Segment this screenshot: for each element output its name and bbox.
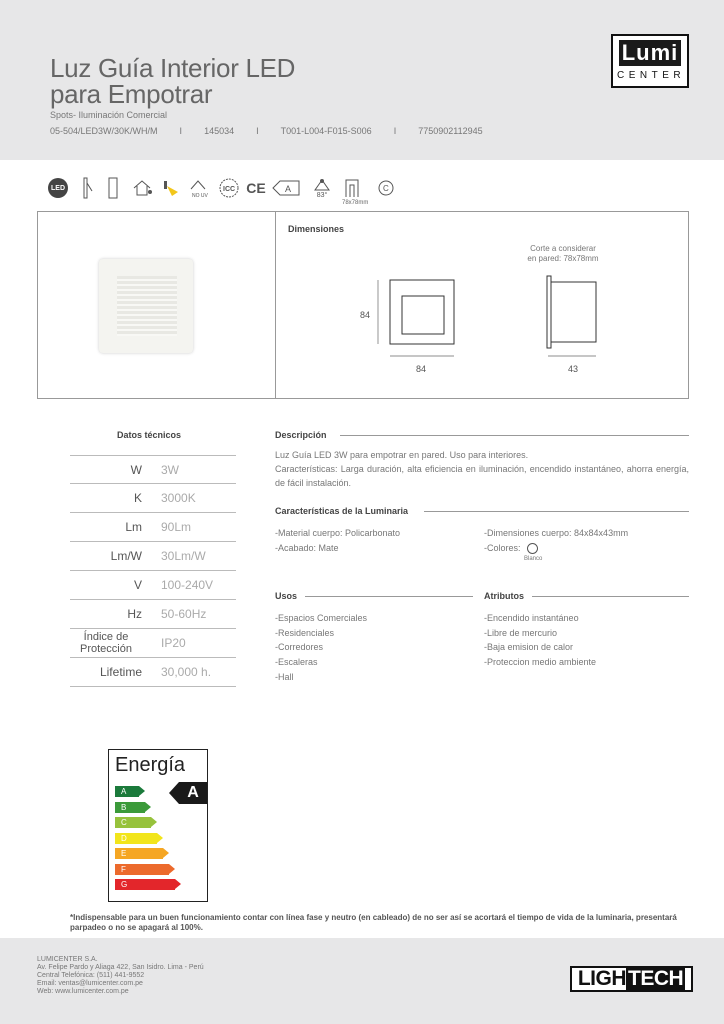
spec-label: V: [133, 578, 142, 592]
indoor-icon: [132, 176, 154, 200]
usos-item: -Espacios Comerciales: [275, 613, 368, 623]
luminaire-left: [275, 526, 400, 555]
code-separator: I: [393, 126, 397, 136]
usos-item: -Residenciales: [275, 627, 335, 638]
model-code: 05-504/LED3W/30K/WH/M: [50, 126, 158, 136]
usos-item: -Hall: [275, 671, 294, 682]
white-color-swatch: [527, 543, 538, 554]
cut-out-icon: [344, 176, 360, 200]
spec-row: [70, 600, 236, 629]
company-phone: Central Telefónica: (511) 441-9552: [37, 972, 145, 979]
svg-text:C: C: [383, 184, 389, 193]
cut-note-line-1: Corte a considerar: [530, 244, 596, 253]
atributos-rule: [532, 596, 689, 597]
footer-band: [0, 938, 724, 1024]
box-divider: [275, 212, 276, 398]
spec-value: IP20: [161, 636, 186, 650]
product-codes: [50, 126, 483, 136]
company-address: Av. Felipe Pardo y Aliaga 422, San Isidro. Lima - Perú: [37, 964, 204, 971]
material-item: -Material cuerpo: Policarbonato: [275, 528, 401, 538]
spec-label: Hz: [127, 607, 142, 621]
light-beam-icon: [162, 176, 182, 200]
lumicenter-logo: [611, 34, 689, 88]
company-info: [37, 956, 204, 996]
beam-angle-icon: [310, 176, 334, 200]
dimensions-title: Dimensiones: [288, 224, 345, 234]
logo-word-lumi: Lumi: [619, 40, 681, 66]
body-dims-item: -Dimensiones cuerpo: 84x84x43mm: [484, 528, 629, 538]
page-title: [50, 55, 295, 107]
atributos-item: -Libre de mercurio: [484, 627, 558, 638]
company-web: Web: www.lumicenter.com.pe: [37, 988, 129, 995]
title-line-1: Luz Guía Interior LED: [50, 53, 296, 83]
atributos-list: [484, 611, 596, 670]
svg-text:NO UV: NO UV: [192, 193, 208, 199]
energy-title: Energía: [115, 754, 186, 776]
spec-row: [70, 542, 236, 571]
spec-value: 100-240V: [161, 578, 214, 592]
cut-size-label: 78x78mm: [342, 200, 369, 206]
product-dimensions-box: [37, 211, 689, 399]
side-view-flange: [547, 276, 551, 348]
color-name: Blanco: [524, 556, 543, 562]
company-email: Email: ventas@lumicenter.com.pe: [37, 980, 143, 987]
spec-value: 50-60Hz: [161, 607, 207, 621]
ce-icon: CE: [246, 180, 266, 196]
atributos-title: Atributos: [484, 591, 524, 601]
spec-value: 3000K: [161, 491, 196, 505]
lightech-logo: [570, 966, 693, 992]
usos-list: [275, 611, 367, 685]
description-line-1: Luz Guía LED 3W para empotrar en pared. Uso para interiores.: [275, 450, 529, 460]
energy-class-bar: D: [115, 833, 157, 844]
feature-icons: [48, 172, 408, 206]
svg-text:A: A: [285, 184, 292, 194]
led-icon: LED: [48, 178, 68, 198]
energy-class-bar: F: [115, 864, 169, 875]
spec-label: Índice de Protección: [80, 631, 132, 655]
colors-label: -Colores:: [484, 542, 521, 553]
spec-row: [70, 571, 236, 600]
atributos-item: -Proteccion medio ambiente: [484, 657, 597, 668]
description-title: Descripción: [275, 430, 327, 440]
spec-row: [70, 455, 236, 484]
spec-value: 30,000 h.: [161, 665, 212, 679]
icc-icon: [218, 176, 240, 200]
front-view-window: [402, 296, 444, 334]
description-line-2: Características: Larga duración, alta eficiencia en iluminación, encendido instantáneo, ahorra energía, de fácil instalación.: [275, 464, 689, 488]
spec-label: K: [133, 491, 142, 505]
spec-label: W: [130, 462, 142, 477]
usos-item: -Corredores: [275, 642, 324, 653]
width-label: 84: [416, 364, 427, 374]
spec-label: Lifetime: [99, 665, 142, 679]
class-c-icon: [378, 176, 394, 200]
energy-class-bar: C: [115, 817, 151, 828]
energy-class-bar: E: [115, 848, 163, 859]
spec-value: 30Lm/W: [161, 549, 206, 563]
depth-label: 43: [568, 364, 579, 374]
code-separator: I: [256, 126, 259, 136]
lightech-logo-part-1: LIGH: [577, 967, 626, 990]
spec-value: 90Lm: [161, 520, 192, 534]
cut-note-line-2: en pared: 78x78mm: [527, 254, 599, 263]
energy-class-bar: A: [115, 786, 139, 797]
tech-data-table: [70, 455, 236, 687]
header-band: [0, 0, 724, 160]
recessed-icon: [106, 176, 120, 200]
family-code: T001-L004-F015-S006: [280, 126, 372, 136]
wall-lamp-icon: [82, 176, 94, 200]
installation-footnote: *Indispensable para un buen funcionamiento contar con línea fase y neutro (en cableado) de no ser así se acortará el tiempo de vida de la luminaria, presentará parpadeo o no se apagará al 100%.: [70, 913, 677, 932]
energy-class-bar: B: [115, 802, 145, 813]
product-louver: [117, 276, 177, 336]
spec-value: 3W: [161, 462, 179, 477]
finish-item: -Acabado: Mate: [275, 542, 339, 553]
description-rule: [340, 435, 689, 436]
item-code: 145034: [204, 126, 235, 136]
spec-row: [70, 629, 236, 658]
atributos-item: -Baja emision de calor: [484, 642, 574, 653]
atributos-item: -Encendido instantáneo: [484, 613, 579, 623]
energy-class-icon: [272, 176, 300, 200]
product-photo: [99, 259, 193, 353]
tech-data-title: Datos técnicos: [117, 430, 182, 440]
luminaire-right: [484, 526, 628, 555]
lightech-logo-part-2: TECH: [628, 967, 684, 990]
spec-row: [70, 484, 236, 513]
code-separator: I: [179, 126, 183, 136]
beam-angle-value: 83°: [316, 191, 328, 199]
dimension-drawing: [358, 252, 724, 402]
spec-label: Lm: [125, 520, 142, 534]
title-line-2: para Empotrar: [50, 79, 213, 109]
company-name: LUMICENTER S.A.: [37, 956, 98, 963]
usos-item: -Escaleras: [275, 657, 318, 668]
luminaire-title: Características de la Luminaria: [275, 506, 409, 516]
no-uv-icon: [188, 176, 208, 200]
category-subtitle: Spots- Iluminación Comercial: [50, 110, 168, 120]
side-view-body: [551, 282, 596, 342]
colors-item: [484, 541, 628, 556]
spec-label: Lm/W: [110, 549, 142, 563]
usos-rule: [305, 596, 473, 597]
usos-title: Usos: [275, 591, 298, 601]
barcode-number: 7750902112945: [418, 126, 483, 136]
description-text: [275, 448, 689, 490]
logo-word-center: CENTER: [617, 70, 686, 81]
energy-class-bar: G: [115, 879, 175, 890]
energy-label: [108, 749, 208, 902]
spec-row: [70, 658, 236, 687]
energy-rating: A: [179, 782, 207, 804]
height-label: 84: [360, 310, 371, 320]
svg-text:ICC: ICC: [223, 186, 236, 193]
luminaire-rule: [424, 511, 689, 512]
spec-row: [70, 513, 236, 542]
